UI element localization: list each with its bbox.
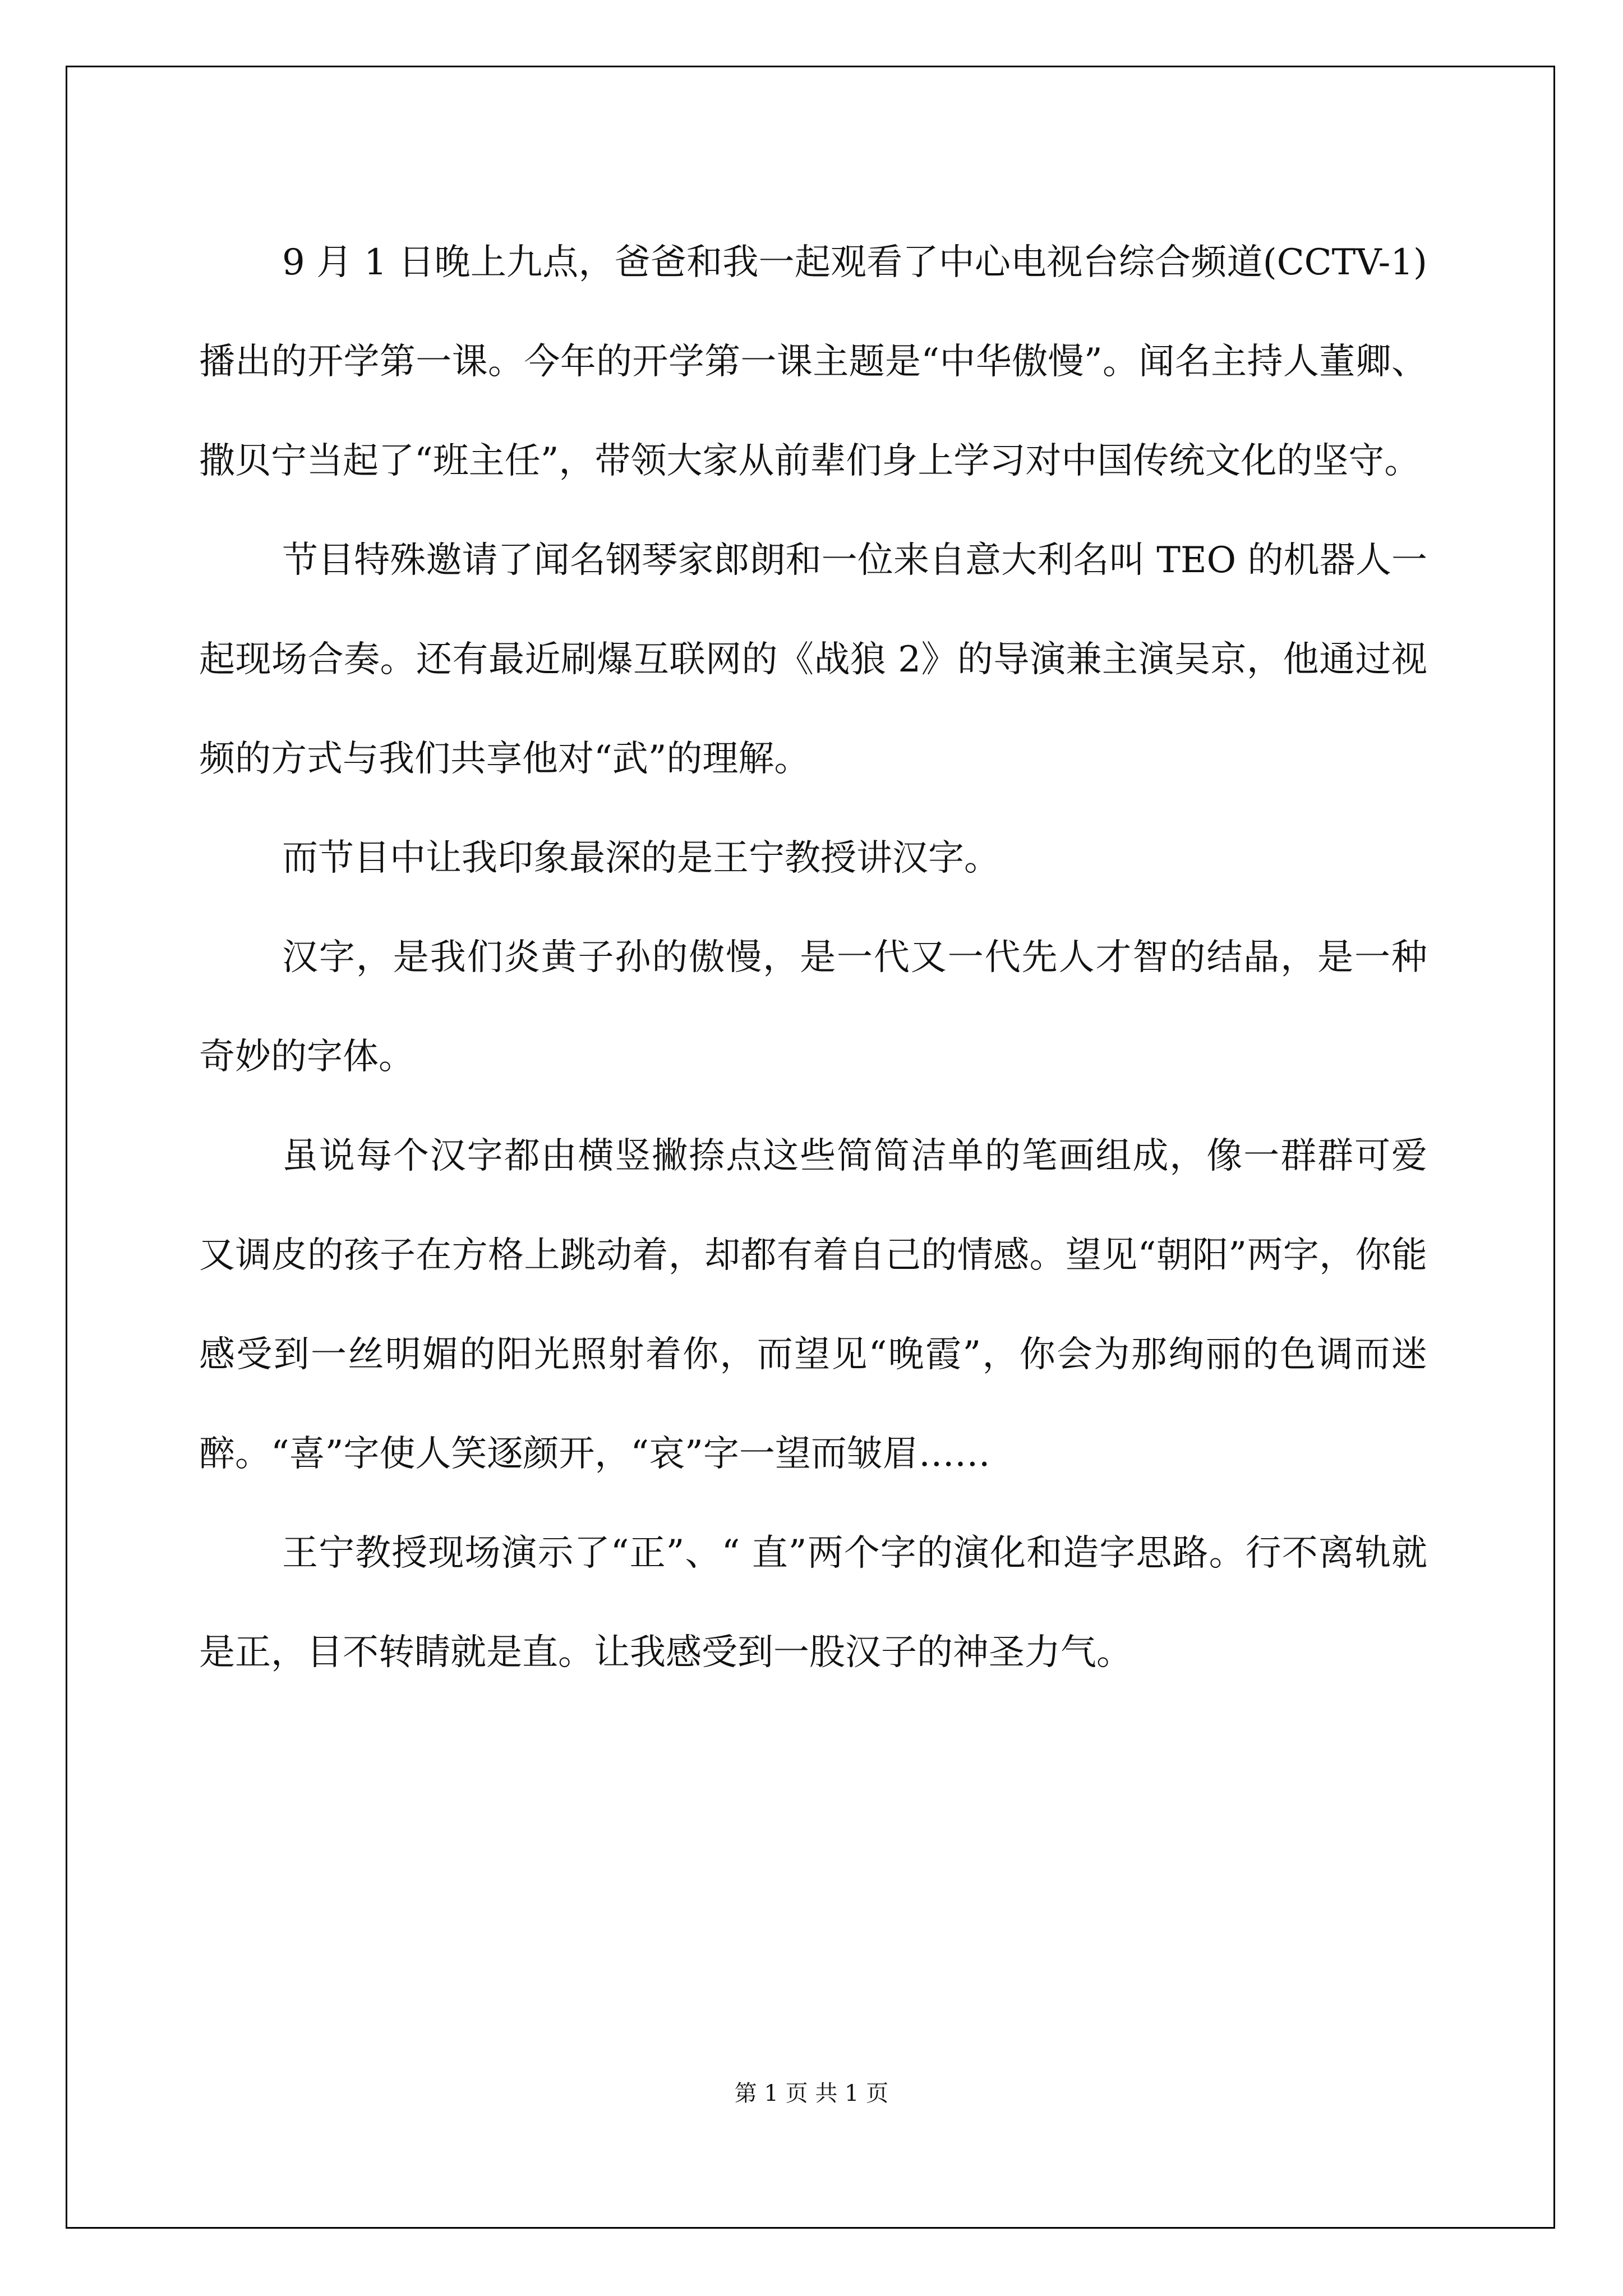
paragraph-2: 节目特殊邀请了闻名钢琴家郎朗和一位来自意大利名叫 TEO 的机器人一起现场合奏。还有最近刷爆互联网的《战狼 2》的导演兼主演吴京，他通过视频的方式与我们共享他对“武”的理解。 (199, 540, 1427, 780)
paragraph-6: 王宁教授现场演示了“正”、“ 直”两个字的演化和造字思路。行不离轨就是正，目不转睛就是直。让我感受到一股汉子的神圣力气。 (199, 1533, 1427, 1673)
paragraph-3: 而节目中让我印象最深的是王宁教授讲汉字。 (282, 838, 1000, 879)
page-number-footer: 第 1 页 共 1 页 (734, 2081, 889, 2106)
document-body (199, 213, 1427, 1703)
paragraph-4: 汉字，是我们炎黄子孙的傲慢，是一代又一代先人才智的结晶，是一种奇妙的字体。 (199, 937, 1427, 1078)
paragraph-1: 9 月 1 日晚上九点，爸爸和我一起观看了中心电视台综合频道(CCTV-1)播出的开学第一课。今年的开学第一课主题是“中华傲慢”。闻名主持人董卿、撒贝宁当起了“班主任”，带领大家从前辈们身上学习对中国传统文化的坚守。 (199, 242, 1427, 482)
paragraph-5: 虽说每个汉字都由横竖撇捺点这些简简洁单的笔画组成，像一群群可爱又调皮的孩子在方格上跳动着，却都有着自己的情感。望见“朝阳”两字，你能感受到一丝明媚的阳光照射着你，而望见“晚霞”，你会为那绚丽的色调而迷醉。“喜”字使人笑逐颜开，“哀”字一望而皱眉…… (199, 1135, 1427, 1475)
